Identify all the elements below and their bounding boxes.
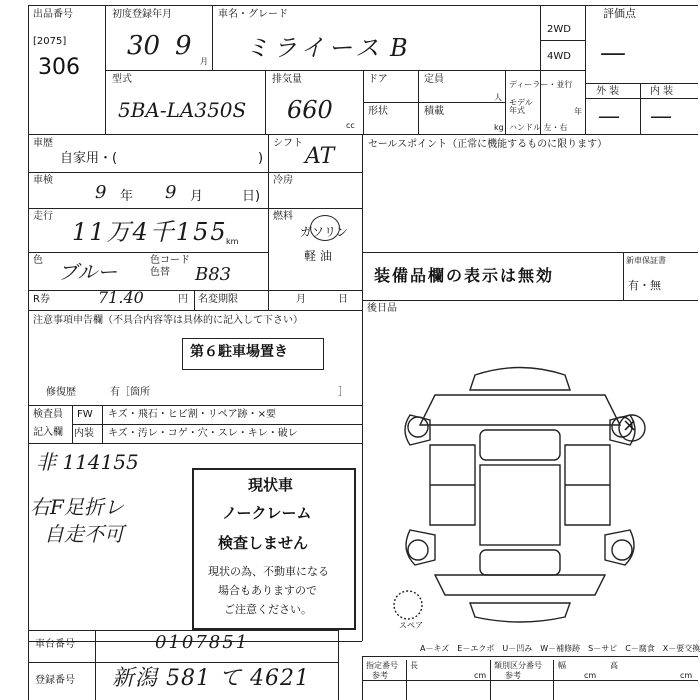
car-name-label: 車名・グレード <box>218 9 288 20</box>
score-value: — <box>600 38 626 68</box>
divider-post <box>362 300 363 310</box>
history-value: 自家用・( <box>60 151 118 166</box>
name-change-label: 名変期限 <box>198 294 238 305</box>
inspection-month-unit: 月 <box>190 189 204 204</box>
lot-code: [2075] <box>33 36 67 47</box>
row-line-inspection <box>28 172 362 173</box>
designated-label: 指定番号 <box>366 661 398 670</box>
lot-label: 出品番号 <box>33 9 73 20</box>
diagram-wheel-lf <box>408 417 428 437</box>
inspection-year: 9 <box>95 182 107 203</box>
category-reference: 参考 <box>505 671 521 680</box>
fuel-gasoline: ガソリン <box>300 225 349 239</box>
row-line-recycle <box>28 290 362 291</box>
handwritten-note-3: 自走不可 <box>44 522 124 546</box>
row-line-mileage <box>28 208 362 209</box>
first-reg-year: 30 <box>127 31 161 61</box>
kg-unit: kg <box>494 123 504 132</box>
post-label: 後日品 <box>367 303 397 314</box>
divider-namechange <box>194 290 195 310</box>
history-label: 車歴 <box>33 138 53 149</box>
fuel-label: 燃料 <box>273 211 293 222</box>
width-label: 幅 <box>558 661 566 670</box>
divider-diagram <box>362 310 363 641</box>
score-split <box>585 83 698 84</box>
car-name: ミライース <box>245 34 384 62</box>
warranty-value: 有・無 <box>628 279 661 292</box>
row-line-post <box>362 300 698 301</box>
diagram-wheel-rr <box>612 540 632 560</box>
diagram-front-bumper <box>470 368 570 391</box>
as-is-text-3: ご注意ください。 <box>224 603 312 616</box>
color-label: 色 <box>33 255 43 266</box>
length-label: 長 <box>410 661 418 670</box>
diagram-tailgate <box>435 575 605 595</box>
repair-close: ］ <box>338 387 348 398</box>
divider-sales <box>362 134 363 310</box>
as-is-text-2: 場合もありますので <box>218 584 317 597</box>
handwritten-note-2: 右F足折レ <box>30 495 124 519</box>
category-label: 類別区分番号 <box>494 661 542 670</box>
divider-legend-left <box>362 656 363 700</box>
left-border-top <box>28 5 29 134</box>
inspection-label: 車検 <box>33 175 53 186</box>
year-unit: 年 <box>574 107 582 116</box>
row-line-interior <box>72 424 362 425</box>
equipment-notice: 装備品欄の表示は無効 <box>374 266 555 285</box>
row-line-color <box>28 252 268 253</box>
interior-label: 内 装 <box>650 86 674 97</box>
fuel-circle-mark <box>310 215 340 241</box>
door-split <box>363 102 505 103</box>
mileage-label: 走行 <box>33 211 53 222</box>
handwritten-note-1: 非 114155 <box>36 450 139 474</box>
interior-value: — <box>650 104 672 129</box>
repair-value: 有［箇所 <box>110 387 150 398</box>
score-label: 評価点 <box>603 7 636 20</box>
first-reg-month: 9 <box>175 31 192 61</box>
exterior-label: 外 装 <box>596 86 620 97</box>
fw-items: キズ・飛石・ヒビ割・リペア跡・×要 <box>108 409 276 420</box>
color-code-label: 色コード <box>150 255 190 266</box>
drive-2wd: 2WD <box>547 24 571 35</box>
divider-footer-right <box>338 630 339 700</box>
damage-legend: A－キズ E－エクボ U－凹み W－補修跡 S－サビ C－腐食 X－要交換 <box>420 644 700 653</box>
model-year-label: モデル年式 <box>509 98 533 115</box>
recycle-value: 71.40 <box>98 288 144 307</box>
lot-number: 306 <box>38 55 80 80</box>
displacement-value: 660 <box>287 96 333 124</box>
row-line-details <box>28 134 698 135</box>
divider-warranty <box>623 252 624 300</box>
row-line-free <box>28 443 362 444</box>
exterior-value: — <box>598 104 620 129</box>
as-is-no-inspection: 検査しません <box>218 534 309 552</box>
length-unit: cm <box>474 671 487 680</box>
row-line-reference <box>362 680 698 681</box>
mileage-value: 11万4千155 <box>72 218 228 246</box>
score-label-line <box>585 98 698 99</box>
reg-value: 新潟 581 て 4621 <box>112 666 310 691</box>
warranty-label: 新車保証書 <box>626 256 666 265</box>
score-inner-split <box>640 83 641 134</box>
drive-4wd: 4WD <box>547 51 571 62</box>
chassis-value: 0107851 <box>155 632 250 653</box>
history-close: ) <box>258 151 264 166</box>
width-unit: cm <box>584 671 597 680</box>
top-border <box>28 5 698 6</box>
car-grade: B <box>390 34 408 62</box>
recycle-label: R券 <box>33 294 50 305</box>
row-line-notes <box>28 310 362 311</box>
inspection-day-unit: 日) <box>242 189 261 204</box>
row-line-spec <box>105 70 585 71</box>
divider-disp <box>265 70 266 134</box>
diagram-wheel-lr <box>408 540 428 560</box>
row-line-equipment-top <box>362 252 698 253</box>
height-label: 高 <box>610 661 618 670</box>
person-unit: 人 <box>494 93 502 102</box>
as-is-text-1: 現状の為、不動車になる <box>208 565 329 578</box>
shift-label: シフト <box>273 138 303 149</box>
diagram-rear-bumper <box>470 603 570 622</box>
shift-value: AT <box>305 144 335 169</box>
cc-unit: cc <box>346 121 355 130</box>
row-line-footer-mid <box>28 662 338 663</box>
spare-label: スペア <box>399 621 423 630</box>
as-is-title: 現状車 <box>248 476 294 494</box>
divider-dealer <box>505 70 506 134</box>
damage-mark: × <box>622 415 638 436</box>
color-value: ブルー <box>58 260 118 284</box>
interior-items: キズ・汚レ・コゲ・穴・スレ・キレ・破レ <box>108 428 298 439</box>
diagram-windshield <box>480 430 560 460</box>
inspection-year-unit: 年 <box>120 189 134 204</box>
first-reg-label: 初度登録年月 <box>112 9 172 20</box>
shape-label: 形状 <box>368 106 388 117</box>
height-unit: cm <box>680 671 693 680</box>
designated-reference: 参考 <box>372 671 388 680</box>
parking-notice: 第６駐車場置き <box>190 344 288 360</box>
fuel-light-oil: 軽 油 <box>304 249 332 263</box>
load-label: 積載 <box>424 106 444 117</box>
capacity-label: 定員 <box>424 74 444 85</box>
handle-label: ハンドル 左・右 <box>509 123 568 132</box>
interior-short-label: 内装 <box>74 428 94 439</box>
reg-label: 登録番号 <box>35 675 75 686</box>
row-line-legend <box>362 656 698 657</box>
drive-split <box>540 40 585 41</box>
model-label: 型式 <box>112 74 132 85</box>
row-line-inspector <box>28 405 362 406</box>
divider-shift <box>268 134 269 310</box>
car-diagram <box>370 355 670 645</box>
color-change-label: 色替 <box>150 267 170 278</box>
inspection-month: 9 <box>165 182 177 203</box>
diagram-spare-tire <box>394 591 422 619</box>
left-border-mid <box>28 134 29 641</box>
as-is-no-claim: ノークレーム <box>222 504 312 522</box>
displacement-label: 排気量 <box>272 74 302 85</box>
chassis-label: 車台番号 <box>35 639 75 650</box>
sales-point-label: セールスポイント（正常に機能するものに限ります） <box>368 139 608 150</box>
left-border-footer <box>28 630 29 700</box>
name-change-day: 日 <box>338 294 348 305</box>
month-unit: 月 <box>200 57 208 66</box>
color-code-value: B83 <box>195 264 232 285</box>
diagram-roof <box>480 465 560 545</box>
diagram-hood <box>420 395 620 425</box>
dealer-label: ディーラー・並行 <box>509 80 573 89</box>
inspector-label: 検査員 <box>33 409 63 420</box>
diagram-rear-glass <box>480 550 560 575</box>
divider-reg <box>212 5 213 70</box>
km-unit: km <box>226 237 239 246</box>
door-label: ドア <box>368 74 388 85</box>
row-line-footer-upper <box>28 630 338 631</box>
repair-label: 修復歴 <box>46 387 76 398</box>
yen-unit: 円 <box>178 294 188 305</box>
ac-label: 冷房 <box>273 175 293 186</box>
divider-score <box>585 5 586 134</box>
declaration-label: 注意事項申告欄（不具合内容等は具体的に記入して下さい） <box>33 315 303 326</box>
fw-label: FW <box>77 409 93 420</box>
entry-label: 記入欄 <box>33 427 63 438</box>
name-change-month: 月 <box>296 294 306 305</box>
model-value: 5BA-LA350S <box>118 98 247 122</box>
divider-footer <box>95 630 96 700</box>
